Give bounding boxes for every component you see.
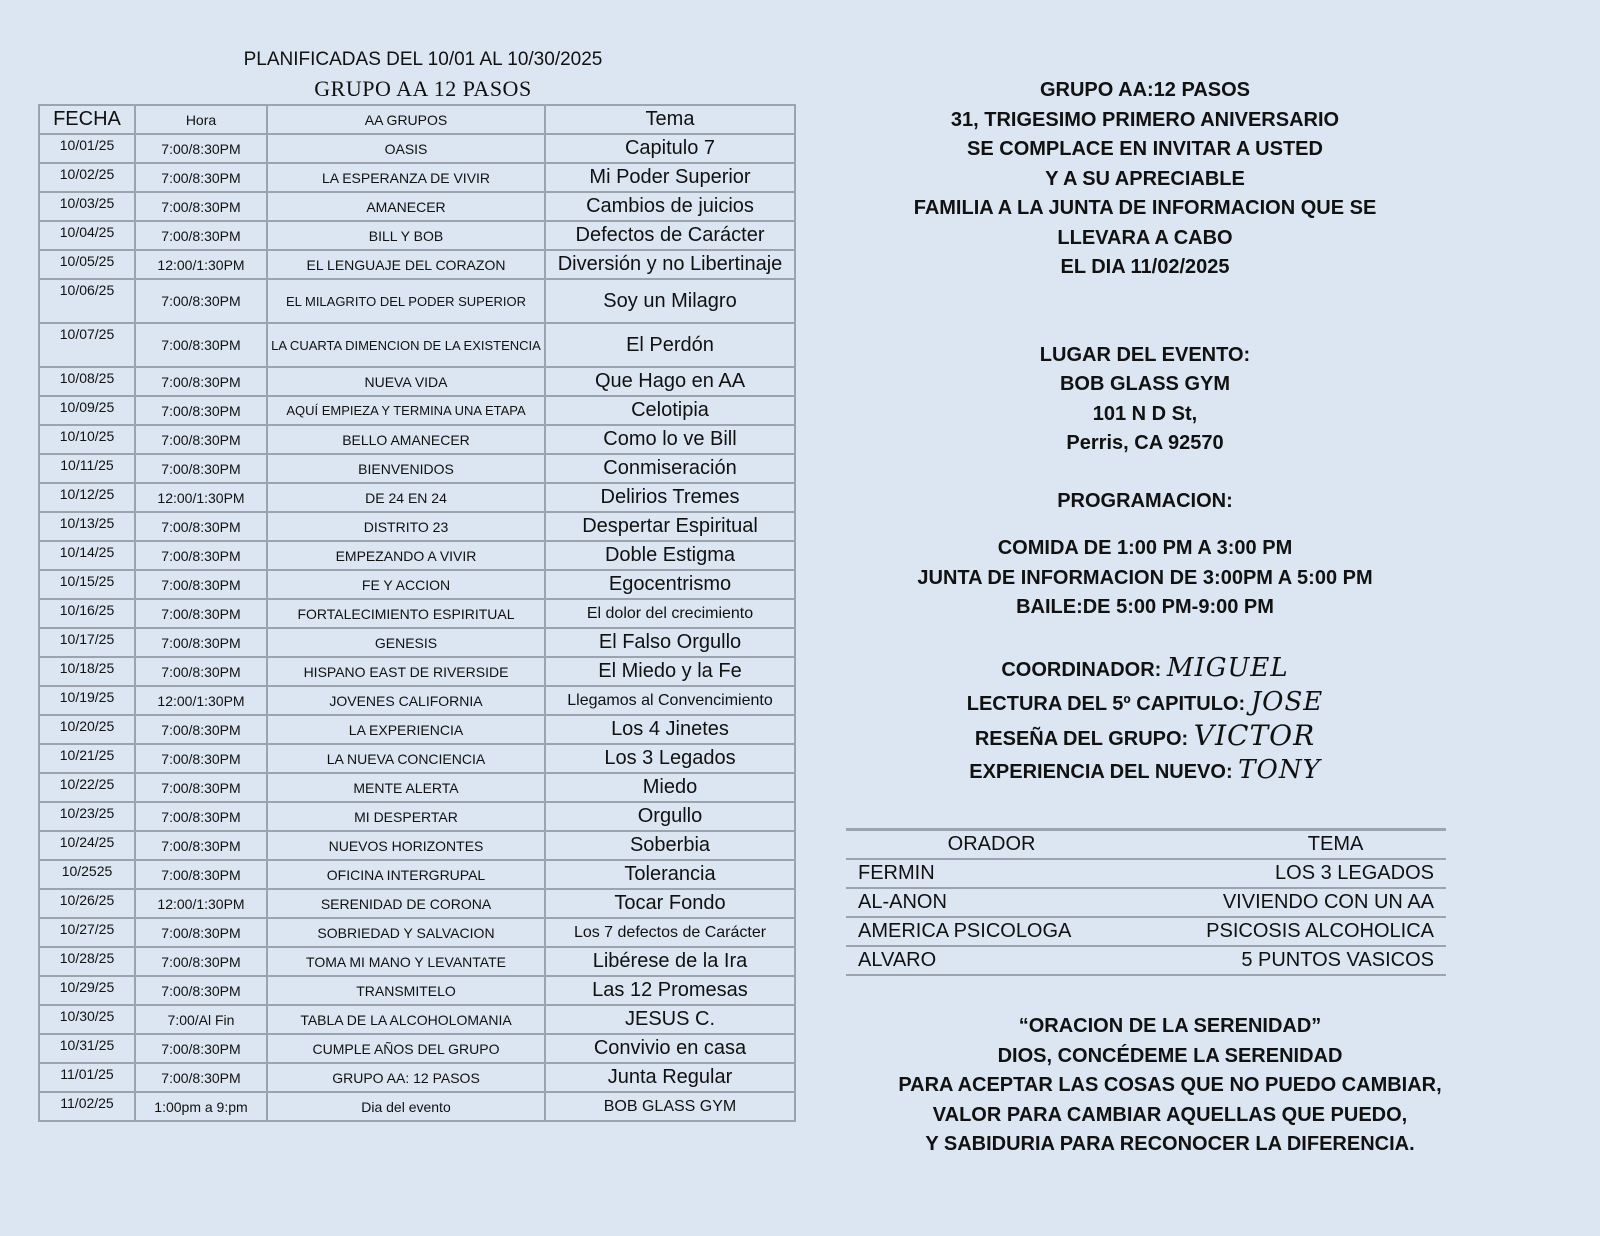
table-row <box>39 889 795 918</box>
date-cell: 10/11/25 <box>39 454 135 483</box>
col-tema: Tema <box>545 105 795 134</box>
group-cell: BILL Y BOB <box>267 221 545 250</box>
table-row <box>39 773 795 802</box>
table-row <box>39 744 795 773</box>
group-cell: DE 24 EN 24 <box>267 483 545 512</box>
group-cell: NUEVA VIDA <box>267 367 545 396</box>
topic-cell: Llegamos al Convencimiento <box>545 686 795 715</box>
time-cell: 7:00/8:30PM <box>135 628 267 657</box>
date-cell: 10/30/25 <box>39 1005 135 1034</box>
time-cell: 7:00/8:30PM <box>135 918 267 947</box>
table-row <box>39 512 795 541</box>
table-row <box>39 425 795 454</box>
group-cell: NUEVOS HORIZONTES <box>267 831 545 860</box>
venue-street: 101 N D St, <box>1092 402 1198 425</box>
time-cell: 7:00/8:30PM <box>135 976 267 1005</box>
table-row <box>39 163 795 192</box>
topic-cell: Libérese de la Ira <box>545 947 795 976</box>
topic-cell: Cambios de juicios <box>545 192 795 221</box>
speaker-name: FERMIN <box>846 859 1137 888</box>
topic-cell: Conmiseración <box>545 454 795 483</box>
table-row <box>39 454 795 483</box>
topic-cell: Tolerancia <box>545 860 795 889</box>
date-cell: 10/15/25 <box>39 570 135 599</box>
group-cell: TABLA DE LA ALCOHOLOMANIA <box>267 1005 545 1034</box>
time-cell: 7:00/8:30PM <box>135 657 267 686</box>
table-row <box>39 367 795 396</box>
table-row <box>39 831 795 860</box>
role-label: EXPERIENCIA DEL NUEVO: <box>969 760 1239 783</box>
time-cell: 7:00/8:30PM <box>135 163 267 192</box>
group-cell: EL LENGUAJE DEL CORAZON <box>267 250 545 279</box>
program-item: BAILE:DE 5:00 PM-9:00 PM <box>1016 596 1274 618</box>
date-cell: 10/10/25 <box>39 425 135 454</box>
date-cell: 10/01/25 <box>39 134 135 163</box>
group-cell: BELLO AMANECER <box>267 425 545 454</box>
schedule-table <box>38 104 796 1122</box>
date-cell: 10/20/25 <box>39 715 135 744</box>
time-cell: 7:00/8:30PM <box>135 599 267 628</box>
date-cell: 10/18/25 <box>39 657 135 686</box>
group-cell: LA ESPERANZA DE VIVIR <box>267 163 545 192</box>
group-cell: TRANSMITELO <box>267 976 545 1005</box>
group-cell: EL MILAGRITO DEL PODER SUPERIOR <box>267 279 545 323</box>
table-row <box>39 657 795 686</box>
group-cell: LA CUARTA DIMENCION DE LA EXISTENCIA <box>267 323 545 367</box>
table-row <box>39 918 795 947</box>
date-cell: 11/01/25 <box>39 1063 135 1092</box>
role-label: RESEÑA DEL GRUPO: <box>974 727 1194 750</box>
speaker-name: ALVARO <box>846 946 1137 975</box>
time-cell: 7:00/8:30PM <box>135 831 267 860</box>
prayer-line: VALOR PARA CAMBIAR AQUELLAS QUE PUEDO, <box>932 1103 1408 1126</box>
date-cell: 10/27/25 <box>39 918 135 947</box>
topic-cell: Que Hago en AA <box>545 367 795 396</box>
role-name: TONY <box>1238 754 1321 785</box>
speaker-name: AL-ANON <box>846 888 1137 917</box>
program-item: JUNTA DE INFORMACION DE 3:00PM A 5:00 PM <box>917 566 1373 589</box>
topic-cell: Capitulo 7 <box>545 134 795 163</box>
time-cell: 7:00/8:30PM <box>135 773 267 802</box>
date-cell: 10/04/25 <box>39 221 135 250</box>
prayer-title: “ORACION DE LA SERENIDAD” <box>1018 1015 1322 1037</box>
schedule-section <box>38 46 783 1122</box>
table-row <box>39 323 795 367</box>
time-cell: 1:00pm a 9:pm <box>135 1092 267 1121</box>
date-cell: 11/02/25 <box>39 1092 135 1121</box>
table-row <box>39 134 795 163</box>
topic-cell: Despertar Espiritual <box>545 512 795 541</box>
group-cell: Dia del evento <box>267 1092 545 1121</box>
topic-cell: JESUS C. <box>545 1005 795 1034</box>
prayer-section <box>870 1012 1470 1160</box>
invitation-line: 31, TRIGESIMO PRIMERO ANIVERSARIO <box>950 108 1340 131</box>
group-cell: GENESIS <box>267 628 545 657</box>
date-cell: 10/31/25 <box>39 1034 135 1063</box>
table-row <box>39 947 795 976</box>
topic-cell: Soberbia <box>545 831 795 860</box>
time-cell: 7:00/8:30PM <box>135 860 267 889</box>
date-cell: 10/26/25 <box>39 889 135 918</box>
table-row <box>39 715 795 744</box>
role-name: MIGUEL <box>1166 652 1289 683</box>
table-row <box>39 396 795 425</box>
group-cell: DISTRITO 23 <box>267 512 545 541</box>
topic-cell: Egocentrismo <box>545 570 795 599</box>
topic-cell: El Miedo y la Fe <box>545 657 795 686</box>
topic-cell: Mi Poder Superior <box>545 163 795 192</box>
date-cell: 10/02/25 <box>39 163 135 192</box>
program-label: PROGRAMACION: <box>1057 489 1233 512</box>
speakers-table <box>846 828 1446 976</box>
topic-cell: El Perdón <box>545 323 795 367</box>
invitation-line: Y A SU APRECIABLE <box>1045 167 1245 190</box>
prayer-line: PARA ACEPTAR LAS COSAS QUE NO PUEDO CAMBIAR, <box>898 1074 1442 1096</box>
topic-cell: Junta Regular <box>545 1063 795 1092</box>
table-row <box>39 1034 795 1063</box>
table-row <box>39 1005 795 1034</box>
date-cell: 10/2525 <box>39 860 135 889</box>
table-header-row <box>39 105 795 134</box>
table-row <box>39 483 795 512</box>
speakers-col-orador: ORADOR <box>846 830 1137 860</box>
topic-cell: Como lo ve Bill <box>545 425 795 454</box>
group-cell: TOMA MI MANO Y LEVANTATE <box>267 947 545 976</box>
invitation-line: LLEVARA A CABO <box>1057 226 1233 249</box>
time-cell: 7:00/8:30PM <box>135 1034 267 1063</box>
topic-cell: Orgullo <box>545 802 795 831</box>
date-cell: 10/22/25 <box>39 773 135 802</box>
time-cell: 7:00/8:30PM <box>135 744 267 773</box>
role-resena <box>846 719 1444 753</box>
invitation-date: EL DIA 11/02/2025 <box>1060 256 1230 278</box>
group-cell: EMPEZANDO A VIVIR <box>267 541 545 570</box>
speaker-topic: VIVIENDO CON UN AA <box>1137 888 1446 917</box>
schedule-body <box>39 134 795 1121</box>
time-cell: 7:00/8:30PM <box>135 134 267 163</box>
table-row <box>39 628 795 657</box>
table-row <box>39 802 795 831</box>
topic-cell: Los 4 Jinetes <box>545 715 795 744</box>
speaker-row <box>846 888 1446 917</box>
date-cell: 10/29/25 <box>39 976 135 1005</box>
group-cell: OASIS <box>267 134 545 163</box>
table-row <box>39 192 795 221</box>
date-cell: 10/17/25 <box>39 628 135 657</box>
col-fecha: FECHA <box>39 105 135 134</box>
group-cell: LA NUEVA CONCIENCIA <box>267 744 545 773</box>
topic-cell: Tocar Fondo <box>545 889 795 918</box>
invitation-line: FAMILIA A LA JUNTA DE INFORMACION QUE SE <box>913 197 1377 219</box>
date-cell: 10/05/25 <box>39 250 135 279</box>
invitation-line: SE COMPLACE EN INVITAR A USTED <box>967 138 1323 160</box>
time-cell: 7:00/8:30PM <box>135 279 267 323</box>
speaker-name: AMERICA PSICOLOGA <box>846 917 1137 946</box>
topic-cell: Convivio en casa <box>545 1034 795 1063</box>
date-cell: 10/21/25 <box>39 744 135 773</box>
group-cell: GRUPO AA: 12 PASOS <box>267 1063 545 1092</box>
speaker-topic: 5 PUNTOS VASICOS <box>1137 946 1446 975</box>
topic-cell: BOB GLASS GYM <box>545 1092 795 1121</box>
date-cell: 10/09/25 <box>39 396 135 425</box>
group-cell: HISPANO EAST DE RIVERSIDE <box>267 657 545 686</box>
group-cell: LA EXPERIENCIA <box>267 715 545 744</box>
group-cell: AQUÍ EMPIEZA Y TERMINA UNA ETAPA <box>267 396 545 425</box>
table-row <box>39 221 795 250</box>
prayer-line: DIOS, CONCÉDEME LA SERENIDAD <box>997 1044 1343 1067</box>
group-cell: AMANECER <box>267 192 545 221</box>
venue-label: LUGAR DEL EVENTO: <box>1039 343 1251 366</box>
time-cell: 12:00/1:30PM <box>135 686 267 715</box>
date-cell: 10/08/25 <box>39 367 135 396</box>
speaker-topic: LOS 3 LEGADOS <box>1137 859 1446 888</box>
group-cell: JOVENES CALIFORNIA <box>267 686 545 715</box>
group-cell: OFICINA INTERGRUPAL <box>267 860 545 889</box>
speakers-col-tema: TEMA <box>1137 830 1446 860</box>
table-row <box>39 976 795 1005</box>
time-cell: 7:00/8:30PM <box>135 454 267 483</box>
time-cell: 7:00/8:30PM <box>135 323 267 367</box>
date-cell: 10/16/25 <box>39 599 135 628</box>
time-cell: 7:00/8:30PM <box>135 425 267 454</box>
invitation-line: GRUPO AA:12 PASOS <box>1039 79 1251 101</box>
topic-cell: Doble Estigma <box>545 541 795 570</box>
date-cell: 10/03/25 <box>39 192 135 221</box>
date-cell: 10/06/25 <box>39 279 135 323</box>
time-cell: 7:00/8:30PM <box>135 947 267 976</box>
group-cell: SOBRIEDAD Y SALVACION <box>267 918 545 947</box>
program-item: COMIDA DE 1:00 PM A 3:00 PM <box>997 537 1293 559</box>
date-cell: 10/14/25 <box>39 541 135 570</box>
speaker-row <box>846 859 1446 888</box>
role-experiencia <box>846 753 1444 787</box>
topic-cell: Defectos de Carácter <box>545 221 795 250</box>
group-title: GRUPO AA 12 PASOS <box>314 76 532 101</box>
col-hora: Hora <box>135 105 267 134</box>
role-name: VICTOR <box>1193 718 1316 752</box>
topic-cell: Diversión y no Libertinaje <box>545 250 795 279</box>
speakers-header-row <box>846 830 1446 860</box>
time-cell: 12:00/1:30PM <box>135 889 267 918</box>
speaker-row <box>846 917 1446 946</box>
invitation-section <box>846 76 1444 787</box>
time-cell: 7:00/8:30PM <box>135 221 267 250</box>
group-cell: BIENVENIDOS <box>267 454 545 483</box>
topic-cell: Los 3 Legados <box>545 744 795 773</box>
table-row <box>39 279 795 323</box>
date-cell: 10/24/25 <box>39 831 135 860</box>
topic-cell: Miedo <box>545 773 795 802</box>
table-row <box>39 860 795 889</box>
time-cell: 7:00/8:30PM <box>135 396 267 425</box>
group-cell: SERENIDAD DE CORONA <box>267 889 545 918</box>
time-cell: 7:00/8:30PM <box>135 541 267 570</box>
date-cell: 10/07/25 <box>39 323 135 367</box>
time-cell: 7:00/Al Fin <box>135 1005 267 1034</box>
group-cell: CUMPLE AÑOS DEL GRUPO <box>267 1034 545 1063</box>
group-cell: FORTALECIMIENTO ESPIRITUAL <box>267 599 545 628</box>
venue-city: Perris, CA 92570 <box>1066 432 1224 454</box>
table-row <box>39 599 795 628</box>
group-cell: MI DESPERTAR <box>267 802 545 831</box>
date-cell: 10/13/25 <box>39 512 135 541</box>
group-cell: FE Y ACCION <box>267 570 545 599</box>
role-lectura <box>846 685 1444 719</box>
table-row <box>39 1092 795 1121</box>
col-grupos: AA GRUPOS <box>267 105 545 134</box>
date-cell: 10/23/25 <box>39 802 135 831</box>
time-cell: 7:00/8:30PM <box>135 802 267 831</box>
time-cell: 12:00/1:30PM <box>135 250 267 279</box>
venue-name: BOB GLASS GYM <box>1059 373 1230 395</box>
speaker-topic: PSICOSIS ALCOHOLICA <box>1137 917 1446 946</box>
role-label: LECTURA DEL 5º CAPITULO: <box>966 692 1251 715</box>
topic-cell: Los 7 defectos de Carácter <box>545 918 795 947</box>
topic-cell: Celotipia <box>545 396 795 425</box>
role-coordinador <box>846 651 1444 685</box>
time-cell: 7:00/8:30PM <box>135 512 267 541</box>
topic-cell: Soy un Milagro <box>545 279 795 323</box>
topic-cell: El Falso Orgullo <box>545 628 795 657</box>
time-cell: 7:00/8:30PM <box>135 1063 267 1092</box>
time-cell: 7:00/8:30PM <box>135 192 267 221</box>
date-cell: 10/19/25 <box>39 686 135 715</box>
role-name: JOSE <box>1250 686 1324 717</box>
table-row <box>39 686 795 715</box>
prayer-line: Y SABIDURIA PARA RECONOCER LA DIFERENCIA. <box>925 1133 1415 1155</box>
date-cell: 10/28/25 <box>39 947 135 976</box>
date-cell: 10/12/25 <box>39 483 135 512</box>
table-row <box>39 541 795 570</box>
time-cell: 12:00/1:30PM <box>135 483 267 512</box>
time-cell: 7:00/8:30PM <box>135 367 267 396</box>
topic-cell: El dolor del crecimiento <box>545 599 795 628</box>
table-row <box>39 1063 795 1092</box>
topic-cell: Delirios Tremes <box>545 483 795 512</box>
topic-cell: Las 12 Promesas <box>545 976 795 1005</box>
schedule-heading: PLANIFICADAS DEL 10/01 AL 10/30/2025 <box>243 49 603 70</box>
time-cell: 7:00/8:30PM <box>135 570 267 599</box>
table-row <box>39 570 795 599</box>
speaker-row <box>846 946 1446 975</box>
group-cell: MENTE ALERTA <box>267 773 545 802</box>
role-label: COORDINADOR: <box>1001 658 1167 681</box>
time-cell: 7:00/8:30PM <box>135 715 267 744</box>
table-row <box>39 250 795 279</box>
